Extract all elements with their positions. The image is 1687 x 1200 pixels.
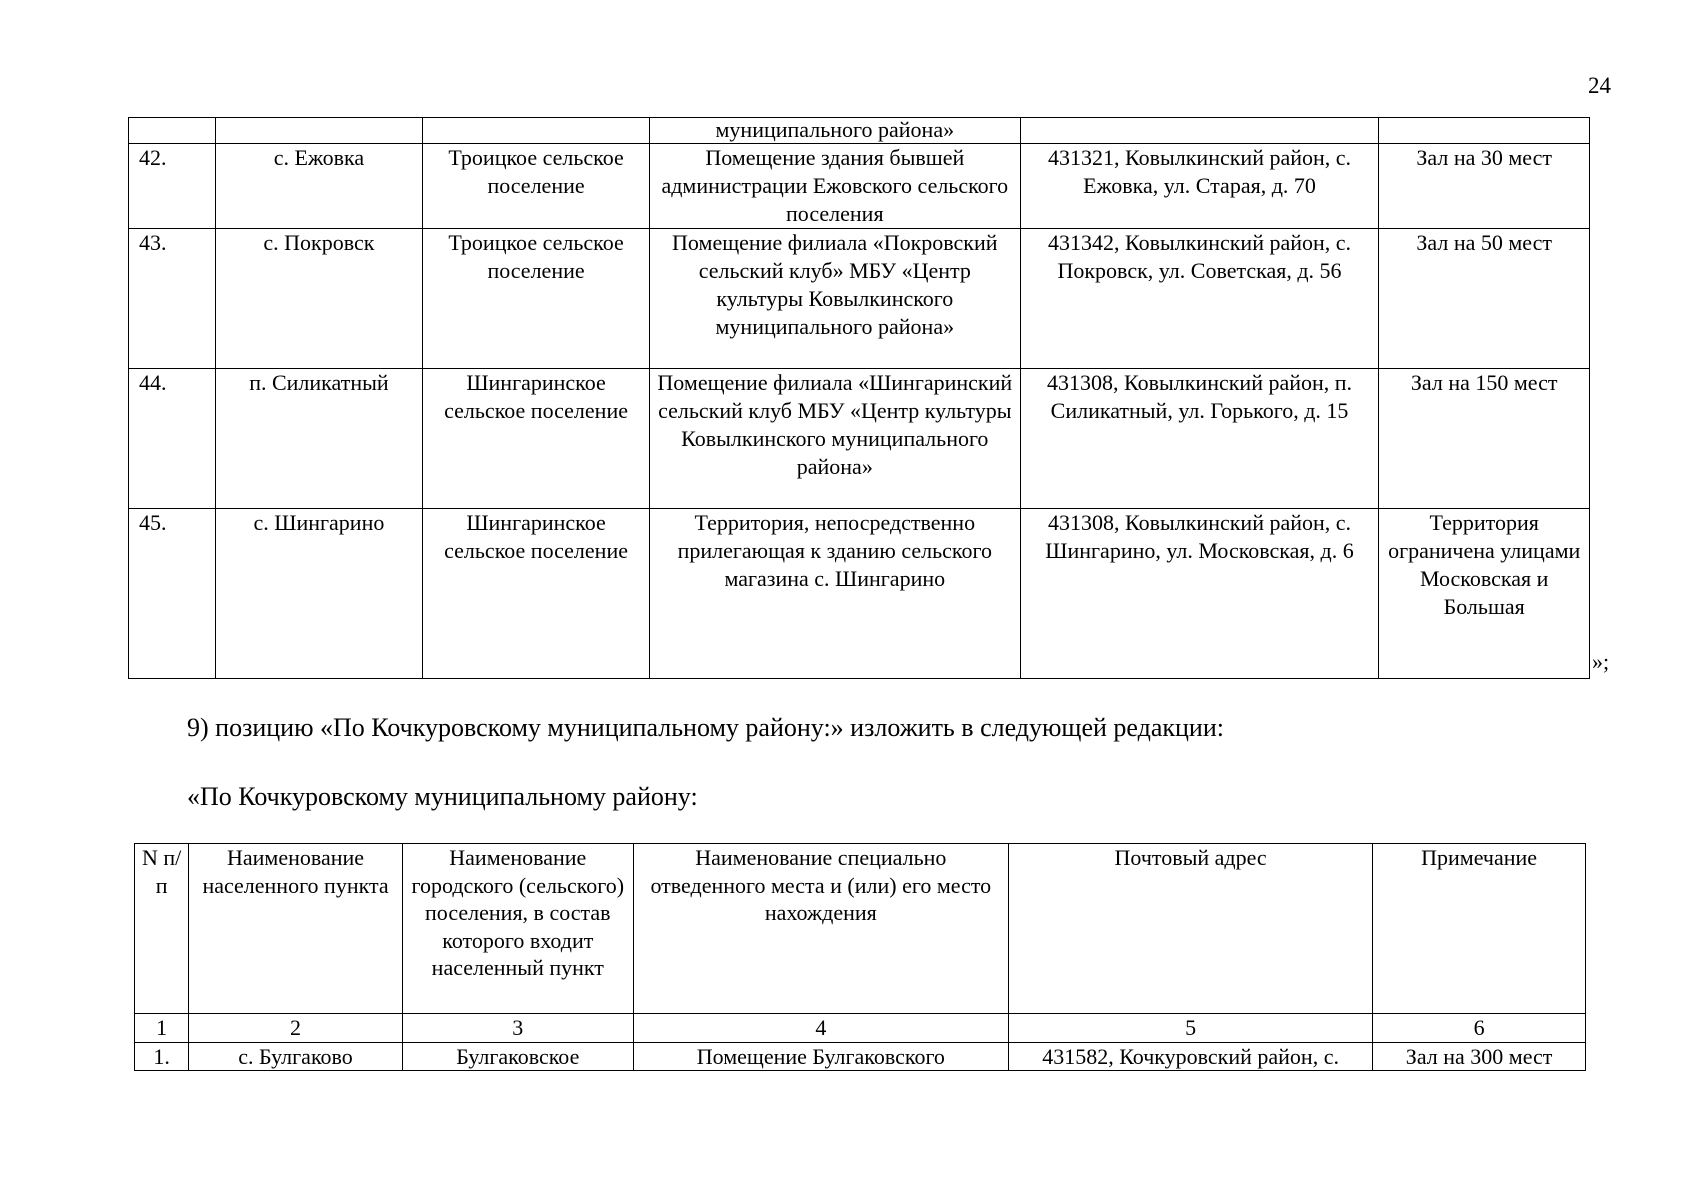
table-row — [129, 229, 1590, 369]
address-cell: 431321, Ковылкинский район, с. Ежовка, ул. Старая, д. 70 — [1020, 144, 1379, 229]
table-row — [129, 369, 1590, 509]
settlement-cell: с. Шингарино — [215, 509, 423, 679]
header-address: Почтовый адрес — [1008, 844, 1372, 1014]
header-settlement: Наименование населенного пункта — [189, 844, 403, 1014]
header-municipality: Наименование городского (сельского) поселения, в состав которого входит населенный пункт — [402, 844, 633, 1014]
row-number: 42. — [129, 144, 216, 229]
address-cell: 431308, Ковылкинский район, с. Шингарино, ул. Московская, д. 6 — [1020, 509, 1379, 679]
note-cell: Зал на 50 мест — [1379, 229, 1590, 369]
settlement-cell: с. Ежовка — [215, 144, 423, 229]
municipality-cell: Троицкое сельское поселение — [423, 229, 650, 369]
table-row — [129, 118, 1590, 144]
settlement-cell: с. Булгаково — [189, 1042, 403, 1071]
polling-places-table-kovylkino — [128, 117, 1590, 679]
column-number: 3 — [402, 1014, 633, 1043]
note-cell: Зал на 300 мест — [1373, 1042, 1586, 1071]
row-number: 45. — [129, 509, 216, 679]
place-cell: Помещение Булгаковского — [633, 1042, 1008, 1071]
municipality-cell: Шингаринское сельское поселение — [423, 509, 650, 679]
municipality-cell: Булгаковское — [402, 1042, 633, 1071]
section-heading: «По Кочкуровскому муниципальному району: — [187, 782, 698, 811]
column-number: 4 — [633, 1014, 1008, 1043]
table-header-row — [135, 844, 1586, 1014]
column-number: 6 — [1373, 1014, 1586, 1043]
settlement-cell: п. Силикатный — [215, 369, 423, 509]
place-cell: Помещение филиала «Покровский сельский клуб» МБУ «Центр культуры Ковылкинского муниципального района» — [649, 229, 1020, 369]
municipality-cell: Шингаринское сельское поселение — [423, 369, 650, 509]
row-number: 44. — [129, 369, 216, 509]
address-cell: 431308, Ковылкинский район, п. Силикатный, ул. Горького, д. 15 — [1020, 369, 1379, 509]
place-cell: Помещение здания бывшей администрации Ежовского сельского поселения — [649, 144, 1020, 229]
table-cell — [215, 118, 423, 144]
column-number: 1 — [135, 1014, 189, 1043]
table-row — [129, 509, 1590, 679]
settlement-cell: с. Покровск — [215, 229, 423, 369]
table-cell — [423, 118, 650, 144]
address-cell: 431582, Кочкуровский район, с. — [1008, 1042, 1372, 1071]
address-cell: 431342, Ковылкинский район, с. Покровск, ул. Советская, д. 56 — [1020, 229, 1379, 369]
amendment-paragraph: 9) позицию «По Кочкуровскому муниципальному району:» изложить в следующей редакции: — [187, 713, 1224, 742]
table-cell — [1020, 118, 1379, 144]
header-note: Примечание — [1373, 844, 1586, 1014]
polling-places-table-kochkurovo — [134, 843, 1586, 1071]
table-cell — [129, 118, 216, 144]
column-number: 2 — [189, 1014, 403, 1043]
place-cell: Территория, непосредственно прилегающая к зданию сельского магазина с. Шингарино — [649, 509, 1020, 679]
note-cell: Зал на 150 мест — [1379, 369, 1590, 509]
table-cell — [1379, 118, 1590, 144]
row-number: 1. — [135, 1042, 189, 1071]
table-row — [135, 1042, 1586, 1071]
column-number-row — [135, 1014, 1586, 1043]
continuation-cell: муниципального района» — [649, 118, 1020, 144]
header-num: N п/п — [135, 844, 189, 1014]
table-row — [129, 144, 1590, 229]
note-cell: Зал на 30 мест — [1379, 144, 1590, 229]
note-cell: Территория ограничена улицами Московская и Большая — [1379, 509, 1590, 679]
column-number: 5 — [1008, 1014, 1372, 1043]
place-cell: Помещение филиала «Шингаринский сельский клуб МБУ «Центр культуры Ковылкинского муниципального района» — [649, 369, 1020, 509]
municipality-cell: Троицкое сельское поселение — [423, 144, 650, 229]
page-number: 24 — [1588, 73, 1611, 98]
closing-quote-mark: »; — [1592, 649, 1610, 674]
row-number: 43. — [129, 229, 216, 369]
header-place: Наименование специально отведенного места и (или) его место нахождения — [633, 844, 1008, 1014]
